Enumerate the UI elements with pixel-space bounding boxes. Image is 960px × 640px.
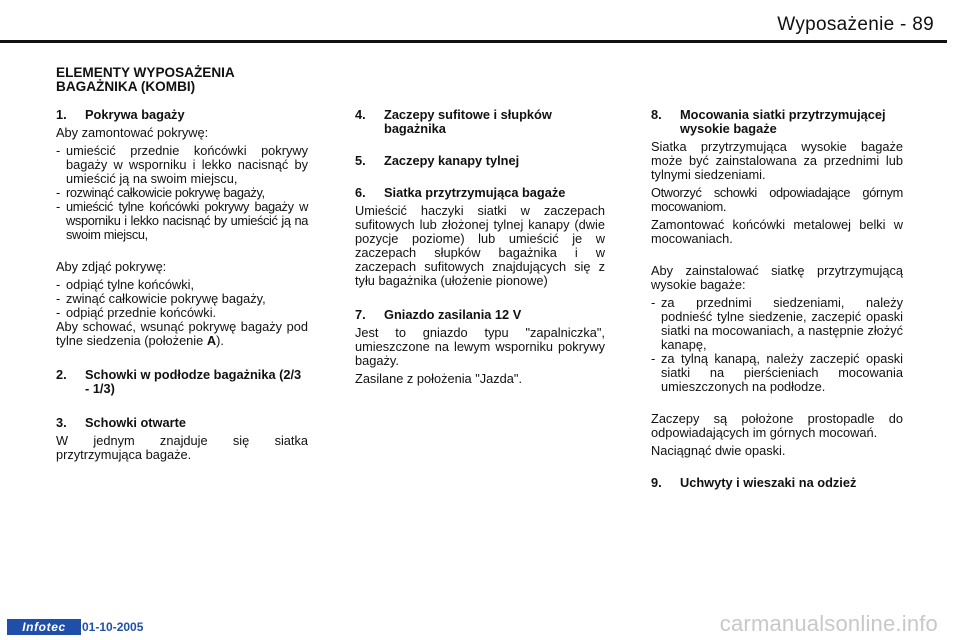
header-divider bbox=[0, 40, 947, 43]
item-label: Zaczepy sufitowe i słupków bagażnika bbox=[384, 107, 552, 136]
item-6-title bbox=[355, 186, 605, 200]
paragraph: Zaczepy są położone prostopadle do odpowiadających im górnych mocowań. bbox=[651, 411, 903, 440]
item-4-title bbox=[355, 108, 605, 136]
item-number: 2. bbox=[56, 367, 67, 382]
infotec-logo: Infotec bbox=[7, 619, 81, 635]
item-label: Gniazdo zasilania 12 V bbox=[384, 307, 522, 322]
item-3-title bbox=[56, 416, 308, 430]
list-item: - za przednimi siedzeniami, należy podnieść tylne siedzenie, zaczepić opaski siatki na mocowaniach, a następnie złożyć kanapę, bbox=[651, 295, 903, 352]
position-label: A bbox=[206, 333, 217, 348]
list-item: - za tylną kanapą, należy zaczepić opaski siatki na pierścieniach mocowania umieszczonych na podłodze. bbox=[651, 351, 903, 394]
item-label: Mocowania siatki przytrzymującej wysokie bagaże bbox=[680, 107, 886, 136]
footer-date: 01-10-2005 bbox=[82, 620, 144, 634]
list-item: - odpiąć tylne końcówki, bbox=[56, 277, 195, 292]
list-item: - zwinąć całkowicie pokrywę bagaży, bbox=[56, 291, 266, 306]
paragraph: Aby schować, wsunąć pokrywę bagaży pod tylne siedzenia (położenie A). bbox=[56, 319, 308, 348]
item-5-title bbox=[355, 154, 605, 168]
item-label: Uchwyty i wieszaki na odzież bbox=[680, 475, 857, 490]
item-2-title bbox=[56, 368, 308, 396]
item-number: 3. bbox=[56, 415, 67, 430]
paragraph: Aby zamontować pokrywę: bbox=[56, 125, 209, 140]
item-number: 1. bbox=[56, 107, 67, 122]
item-label: Schowki otwarte bbox=[85, 415, 186, 430]
item-number: 4. bbox=[355, 107, 366, 122]
column-1 bbox=[56, 66, 308, 462]
paragraph: Zamontować końcówki metalowej belki w mocowaniach. bbox=[651, 217, 903, 246]
list-item: - umieścić tylne końcówki pokrywy bagaży w wsporniku i lekko nacisnąć by umieścić ją na swoim miejscu, bbox=[56, 199, 308, 242]
item-number: 5. bbox=[355, 153, 366, 168]
item-7-title bbox=[355, 308, 605, 322]
paragraph: Aby zainstalować siatkę przytrzymującą wysokie bagaże: bbox=[651, 263, 903, 292]
item-number: 8. bbox=[651, 107, 662, 122]
list-item: - umieścić przednie końcówki pokrywy bagaży w wsporniku i lekko nacisnąć by umieścić ją na swoim miejscu, bbox=[56, 143, 308, 186]
column-2 bbox=[355, 108, 605, 386]
item-8-title bbox=[651, 108, 903, 136]
paragraph: Siatka przytrzymująca wysokie bagaże może być zainstalowana za przednimi lub tylnymi siedzeniami. bbox=[651, 139, 903, 182]
item-label: Siatka przytrzymująca bagaże bbox=[384, 185, 566, 200]
item-label: Schowki w podłodze bagażnika (2/3 - 1/3) bbox=[85, 367, 302, 396]
item-label: Zaczepy kanapy tylnej bbox=[384, 153, 520, 168]
item-label: Pokrywa bagaży bbox=[85, 107, 185, 122]
paragraph: Umieścić haczyki siatki w zaczepach sufitowych lub złożonej tylnej kanapy (dwie pozycje poziome) lub umieścić je w zaczepach słupków bagażnika i w zaczepach sufitowych znajdujących się z tyłu bagażnika (ułożenie pionowe) bbox=[355, 203, 605, 288]
watermark: carmanualsonline.info bbox=[719, 611, 938, 636]
item-number: 7. bbox=[355, 307, 366, 322]
page-header bbox=[0, 14, 960, 38]
paragraph: Otworzyć schowki odpowiadające górnym mocowaniom. bbox=[651, 185, 903, 214]
paragraph: W jednym znajduje się siatka przytrzymująca bagaże. bbox=[56, 433, 308, 462]
heading-line-2: BAGAŻNIKA (KOMBI) bbox=[56, 79, 196, 94]
page-title: Wyposażenie - 89 bbox=[777, 14, 934, 35]
item-1-title bbox=[56, 108, 308, 122]
list-item: - rozwinąć całkowicie pokrywę bagaży, bbox=[56, 185, 265, 200]
paragraph: Jest to gniazdo typu "zapalniczka", umieszczone na lewym wsporniku pokrywy bagaży. bbox=[355, 325, 605, 368]
item-9-title bbox=[651, 476, 903, 490]
paragraph: Zasilane z położenia "Jazda". bbox=[355, 371, 523, 386]
item-number: 6. bbox=[355, 185, 366, 200]
heading-line-1: ELEMENTY WYPOSAŻENIA bbox=[56, 65, 235, 80]
paragraph: Aby zdjąć pokrywę: bbox=[56, 259, 167, 274]
section-heading bbox=[56, 66, 308, 94]
column-3 bbox=[651, 108, 903, 490]
list-item: - odpiąć przednie końcówki. bbox=[56, 305, 217, 320]
item-number: 9. bbox=[651, 475, 662, 490]
paragraph: Naciągnąć dwie opaski. bbox=[651, 443, 786, 458]
